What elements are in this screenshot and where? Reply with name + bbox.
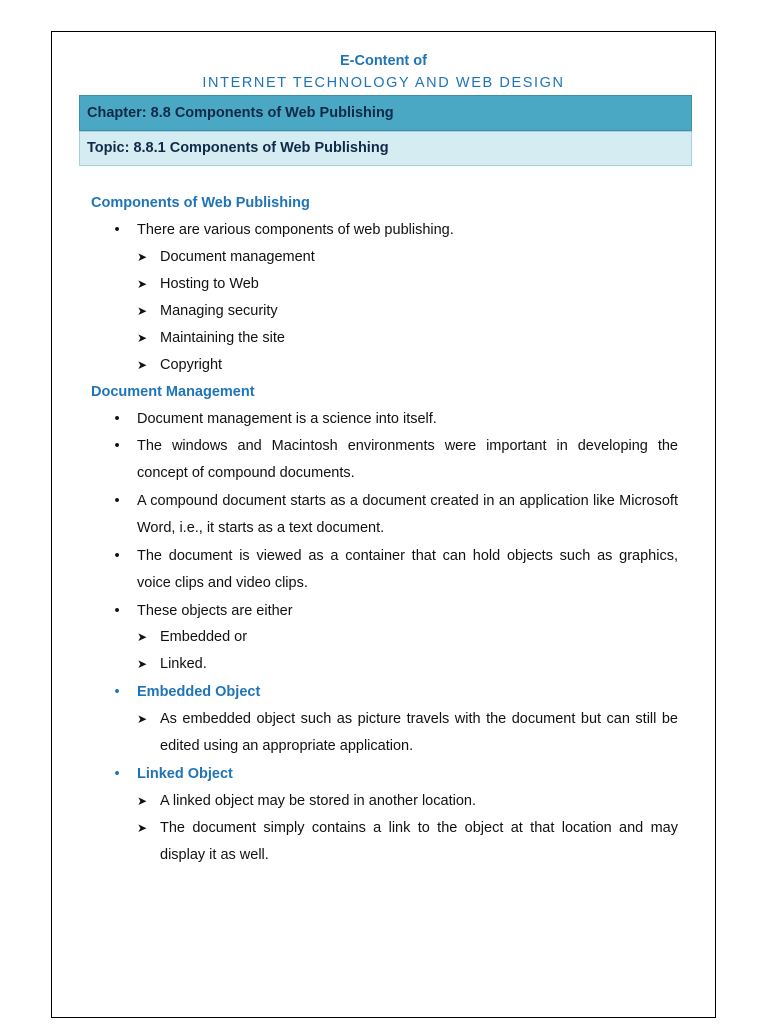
list-item-text: The document is viewed as a container that can hold objects such as graphics, voice clips and video clips. bbox=[137, 548, 678, 591]
arrow-bullet-icon: ➤ bbox=[137, 358, 148, 372]
list-item-text: Managing security bbox=[160, 303, 278, 319]
arrow-bullet-icon: ➤ bbox=[137, 712, 148, 726]
bullet-icon: • bbox=[114, 438, 120, 454]
bullet-icon: • bbox=[114, 411, 120, 427]
list-item-text: As embedded object such as picture travels with the document but can still be edited using an appropriate application. bbox=[160, 711, 678, 754]
list-item-text: These objects are either bbox=[137, 603, 293, 619]
subheading-embedded-object: Embedded Object bbox=[137, 684, 261, 700]
topic-bar: Topic: 8.8.1 Components of Web Publishing bbox=[79, 131, 692, 166]
section-heading-document-management: Document Management bbox=[91, 384, 255, 400]
list-item-text: A linked object may be stored in another location. bbox=[160, 793, 476, 809]
list-item-text: Document management is a science into itself. bbox=[137, 411, 437, 427]
bullet-icon: • bbox=[114, 548, 120, 564]
arrow-bullet-icon: ➤ bbox=[137, 657, 148, 671]
subheading-linked-object: Linked Object bbox=[137, 766, 233, 782]
arrow-bullet-icon: ➤ bbox=[137, 630, 148, 644]
page-frame bbox=[51, 31, 716, 1018]
header-title: E-Content of bbox=[340, 53, 427, 69]
arrow-bullet-icon: ➤ bbox=[137, 331, 148, 345]
arrow-bullet-icon: ➤ bbox=[137, 821, 148, 835]
list-item-text: Document management bbox=[160, 249, 315, 265]
list-item-text: Embedded or bbox=[160, 629, 248, 645]
bullet-icon: • bbox=[114, 493, 120, 509]
list-item-text: Copyright bbox=[160, 357, 223, 373]
list-item-text: The document simply contains a link to the object at that location and may display it as well. bbox=[160, 820, 678, 863]
arrow-bullet-icon: ➤ bbox=[137, 304, 148, 318]
list-item-text: A compound document starts as a document created in an application like Microsoft Word, i.e., it starts as a text document. bbox=[137, 493, 678, 536]
list-item-text: Linked. bbox=[160, 656, 207, 672]
arrow-bullet-icon: ➤ bbox=[137, 794, 148, 808]
list-item-text: The windows and Macintosh environments were important in developing the concept of compound documents. bbox=[137, 438, 678, 481]
section-heading-components: Components of Web Publishing bbox=[91, 195, 310, 211]
arrow-bullet-icon: ➤ bbox=[137, 277, 148, 291]
content-body bbox=[52, 32, 715, 1017]
list-item-text: Maintaining the site bbox=[160, 330, 285, 346]
list-item-text: Hosting to Web bbox=[160, 276, 259, 292]
bullet-icon: • bbox=[114, 766, 120, 782]
list-item-text: There are various components of web publishing. bbox=[137, 222, 454, 238]
bullet-icon: • bbox=[114, 684, 120, 700]
bullet-icon: • bbox=[114, 603, 120, 619]
arrow-bullet-icon: ➤ bbox=[137, 250, 148, 264]
chapter-bar: Chapter: 8.8 Components of Web Publishing bbox=[79, 95, 692, 131]
header-subject: INTERNET TECHNOLOGY AND WEB DESIGN bbox=[202, 75, 565, 91]
bullet-icon: • bbox=[114, 222, 120, 238]
